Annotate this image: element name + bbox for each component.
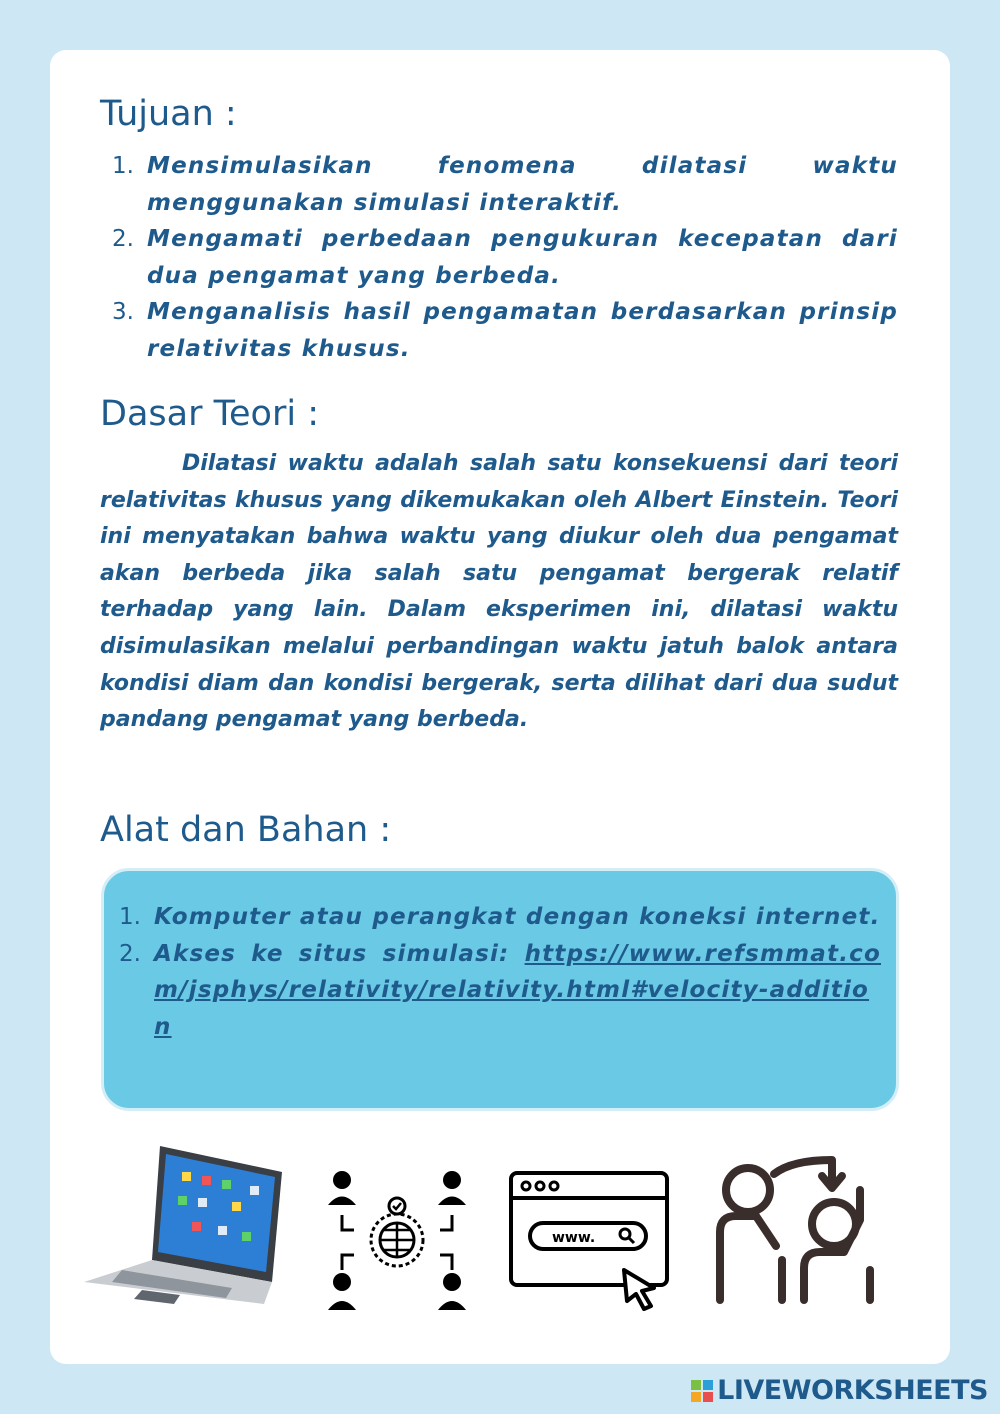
- item-number: 1.: [112, 153, 134, 179]
- liveworksheets-logo-icon: [691, 1380, 713, 1402]
- simulation-link[interactable]: https://www.refsmmat.com/jsphys/relativity/relativity.html#velocity-addition: [154, 940, 881, 1040]
- tujuan-item-1: [112, 148, 898, 221]
- dasar-teori-paragraph: Dilatasi waktu adalah salah satu konsekuensi dari teori relativitas khusus yang dikemukakan oleh Albert Einstein. Teori ini menyatakan bahwa waktu yang diukur oleh dua pengamat akan berbeda jika salah satu pengamat bergerak relatif terhadap yang lain. Dalam eksperimen ini, dilatasi waktu disimulasikan melalui perbandingan waktu jatuh balok antara kondisi diam dan kondisi bergerak, serta dilihat dari dua sudut pandang pengamat yang berbeda.: [100, 451, 898, 733]
- people-exchange-icon: [712, 1150, 882, 1315]
- liveworksheets-brand: LIVEWORKSHEETS: [717, 1375, 988, 1406]
- browser-window-icon: [508, 1170, 670, 1315]
- item-number: 2.: [119, 940, 141, 967]
- tujuan-list: [112, 148, 898, 367]
- item-text: Mensimulasikan fenomena dilatasi waktu menggunakan simulasi interaktif.: [147, 153, 898, 216]
- alat-bahan-list: [119, 899, 881, 1045]
- tujuan-item-2: [112, 221, 898, 294]
- alat-bahan-heading: Alat dan Bahan :: [100, 810, 392, 850]
- item-text: Mengamati perbedaan pengukuran kecepatan dari dua pengamat yang berbeda.: [147, 226, 898, 289]
- tujuan-heading: Tujuan :: [100, 94, 237, 134]
- laptop-illustration: [82, 1142, 292, 1307]
- item-text: Komputer atau perangkat dengan koneksi internet.: [154, 904, 881, 930]
- alat-item-2: [119, 936, 881, 1046]
- item-number: 3.: [112, 299, 134, 325]
- item-text: Menganalisis hasil pengamatan berdasarkan prinsip relativitas khusus.: [147, 299, 898, 362]
- item-number: 1.: [119, 904, 141, 930]
- tujuan-item-3: [112, 294, 898, 367]
- item-text: Akses ke situs simulasi:: [154, 940, 510, 967]
- global-network-icon: [322, 1170, 472, 1315]
- alat-bahan-box: [101, 868, 899, 1111]
- alat-item-1: [119, 899, 881, 936]
- dasar-teori-heading: Dasar Teori :: [100, 394, 320, 434]
- browser-url-text: www.: [552, 1230, 596, 1246]
- liveworksheets-logo: [691, 1375, 988, 1406]
- item-number: 2.: [112, 226, 134, 252]
